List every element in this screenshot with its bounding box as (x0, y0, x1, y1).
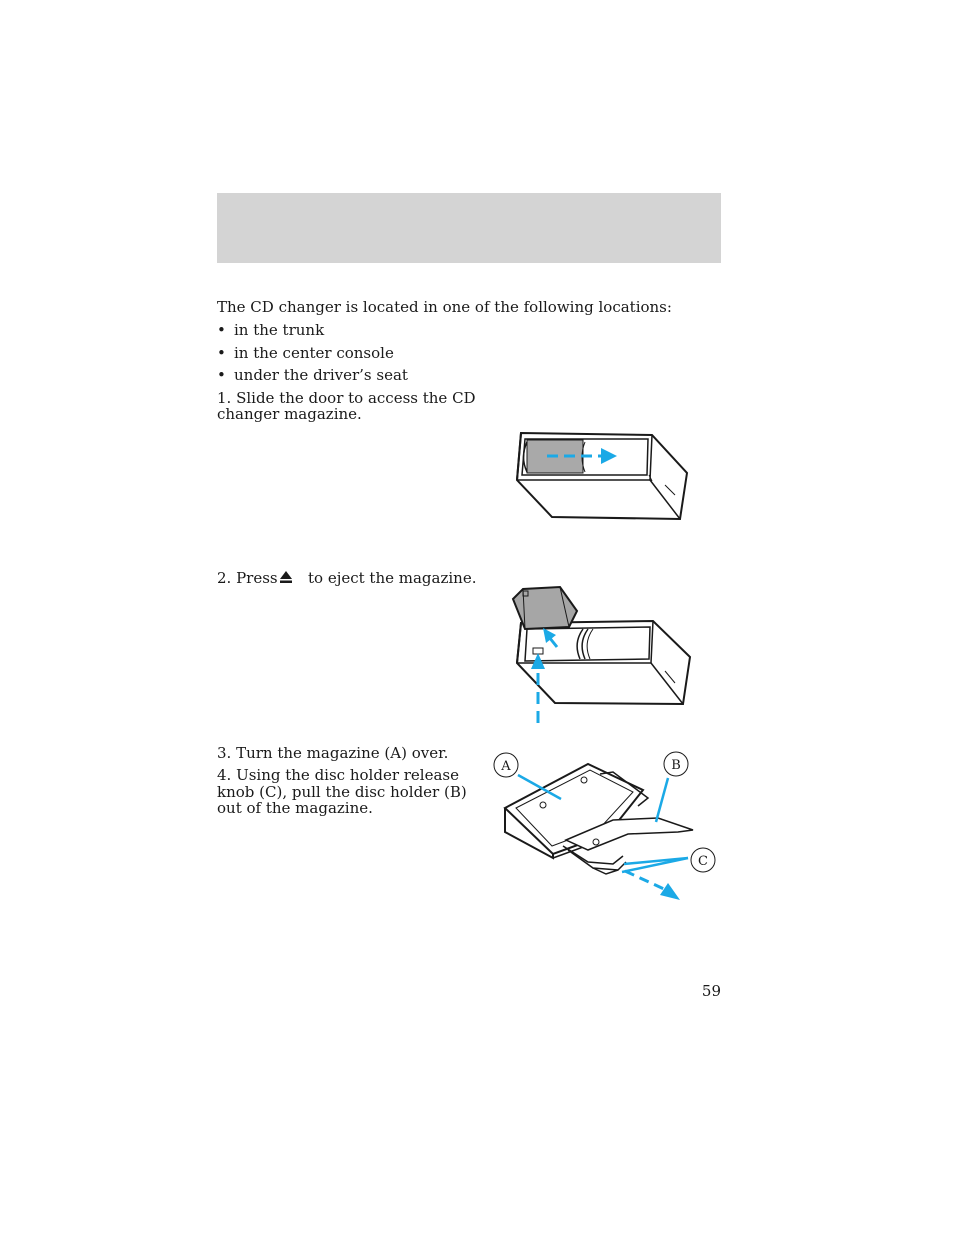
step2-text-before: 2. Press (217, 569, 278, 587)
step1-line1: 1. Slide the door to access the CD (217, 389, 476, 407)
list-item (217, 345, 394, 362)
list-item-text: in the center console (234, 344, 394, 362)
step1-line2: changer magazine. (217, 405, 362, 423)
callout-c: C (698, 854, 708, 869)
intro-text: The CD changer is located in one of the following locations: (217, 298, 672, 316)
magazine-disc-holder-illustration (488, 750, 728, 905)
bullet-icon: • (217, 321, 226, 339)
step4-line1: 4. Using the disc holder release (217, 766, 459, 784)
callout-b: B (671, 758, 681, 773)
bullet-icon: • (217, 344, 226, 362)
step4-line2: knob (C), pull the disc holder (B) (217, 783, 467, 801)
step3-text: 3. Turn the magazine (A) over. (217, 744, 449, 762)
step2-text-after: to eject the magazine. (308, 569, 477, 587)
page-number: 59 (701, 982, 721, 1000)
list-item-text: in the trunk (234, 321, 325, 339)
section-header-band (217, 193, 721, 263)
eject-icon (279, 570, 293, 584)
bullet-icon: • (217, 366, 226, 384)
step4-line3: out of the magazine. (217, 799, 373, 817)
callout-a: A (501, 759, 511, 774)
list-item (217, 367, 408, 384)
list-item-text: under the driver’s seat (234, 366, 408, 384)
cd-changer-door-illustration (505, 425, 695, 525)
cd-changer-eject-illustration (505, 583, 695, 728)
list-item (217, 322, 324, 339)
